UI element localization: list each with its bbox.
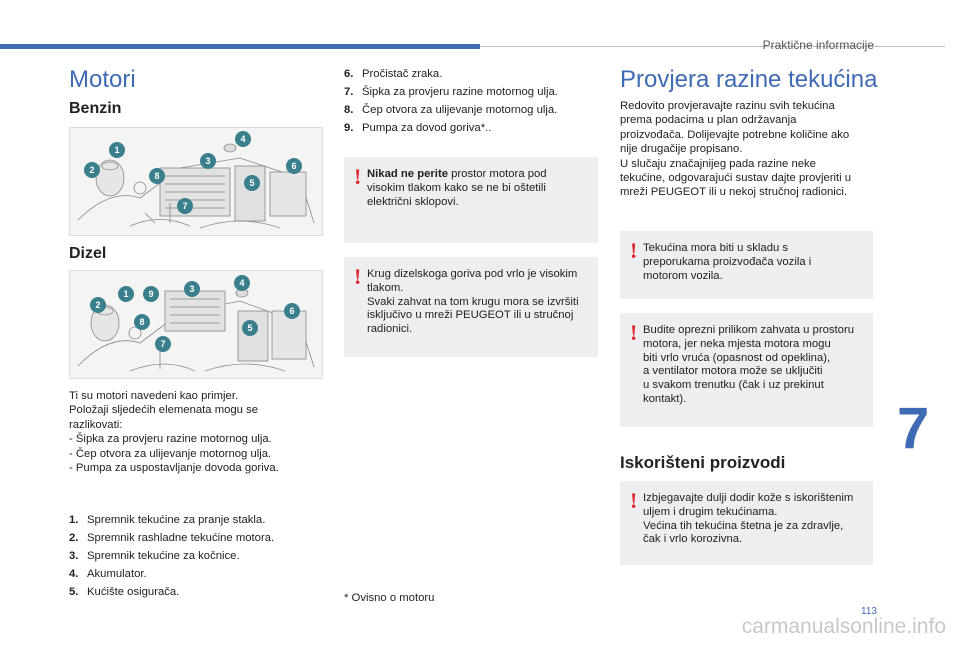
svg-text:1: 1 [123,289,129,299]
list-item: 1. Spremnik tekućine za pranje stakla. [69,514,266,526]
watermark: carmanualsonline.info [741,615,946,638]
callout-badge [235,131,251,147]
svg-text:2: 2 [95,300,101,310]
warning-note-spec: ! Tekućina mora biti u skladu s preporukama proizvođača vozila i motorom vozila. [620,231,873,299]
section-title: Praktične informacije [762,38,874,52]
list-item: 3. Spremnik tekućine za kočnice. [69,550,240,562]
svg-text:9: 9 [148,289,154,299]
chapter-number: 7 [897,396,930,461]
diesel-heading: Dizel [69,245,107,262]
warning-note-hot: ! Budite oprezni prilikom zahvata u prostoru motora, jer neka mjesta motora mogu biti vrlo vruća (opasnost od opeklina), a ventilator motora može se uključiti u svakom trenutku (čak i uz prekinut kontakt). [620,313,873,427]
list-item: 9. Pumpa za dovod goriva*.. [344,122,492,134]
warning-icon: ! [630,488,638,513]
warning-icon: ! [630,238,638,263]
callout-badge [90,297,106,313]
fluid-check-title: Provjera razine tekućina [620,66,878,93]
callout-badge [143,286,159,302]
used-products-heading: Iskorišteni proizvodi [620,453,786,472]
warning-icon: ! [354,264,362,289]
svg-text:7: 7 [182,201,188,211]
svg-text:7: 7 [160,339,166,349]
callout-badge [284,303,300,319]
warning-note-diesel: ! Krug dizelskoga goriva pod vrlo je visokim tlakom. Svaki zahvat na tom krugu mora se izvršiti isključivo u mreži PEUGEOT ili u stručnoj radionici. [344,257,598,357]
list-item: 2. Spremnik rashladne tekućine motora. [69,532,275,544]
callout-badge [155,336,171,352]
callout-badge [109,142,125,158]
svg-text:8: 8 [154,171,160,181]
petrol-heading: Benzin [69,100,122,117]
callout-badge [118,286,134,302]
svg-text:2: 2 [89,165,95,175]
warning-icon: ! [354,164,362,189]
svg-text:1: 1 [114,145,120,155]
warning-icon: ! [630,320,638,345]
callout-badge [84,162,100,178]
callout-badge [200,153,216,169]
engines-intro: Ti su motori navedeni kao primjer. Položaji sljedećih elemenata mogu se razlikovati: - Šipka za provjeru razine motornog ulja. - Čep otvora za ulijevanje motornog ulja. - Pumpa za uspostavljanje dovoda goriva. [69,390,279,475]
callout-badge [234,275,250,291]
callout-badge [242,320,258,336]
svg-text:5: 5 [249,178,255,188]
list-item: 4. Akumulator. [69,568,147,580]
svg-text:5: 5 [247,323,253,333]
diesel-engine-diagram [69,270,323,379]
footnote: * Ovisno o motoru [344,592,435,604]
list-item: 6. Pročistač zraka. [344,68,443,80]
fluid-check-body: Redovito provjeravajte razinu svih tekućina prema podacima u plan održavanja proizvođača. Dolijevajte potrebne količine ako nije drugačije propisano. U slučaju značajnijeg pada razine neke tekućine, odgovarajući sustav dajte provjeriti u mreži PEUGEOT ili u nekoj stručnoj radionici. [620,100,852,199]
callout-badge [286,158,302,174]
page-title: Motori [69,66,136,93]
warning-note-used-oil: ! Izbjegavajte dulji dodir kože s iskorištenim uljem i drugim tekućinama. Većina tih tekućina štetna je za zdravlje, čak i vrlo korozivna. [620,481,873,565]
callout-badge [177,198,193,214]
page-number: 113 [861,606,877,617]
callout-badge [134,314,150,330]
component-list-2 [344,68,594,140]
list-item: 5. Kućište osigurača. [69,586,180,598]
petrol-engine-diagram [69,127,323,236]
component-list-1 [69,514,319,604]
callout-badge [149,168,165,184]
callout-badge [184,281,200,297]
svg-text:3: 3 [189,284,195,294]
svg-text:6: 6 [291,161,297,171]
svg-text:3: 3 [205,156,211,166]
callout-badge [244,175,260,191]
list-item: 8. Čep otvora za ulijevanje motornog ulja. [344,104,558,116]
header-accent-bar [0,44,480,49]
svg-text:4: 4 [240,134,246,144]
header-rule [480,46,945,47]
svg-text:6: 6 [289,306,295,316]
list-item: 7. Šipka za provjeru razine motornog ulja. [344,86,558,98]
svg-text:8: 8 [139,317,145,327]
svg-text:4: 4 [239,278,245,288]
warning-note-wash: ! Nikad ne perite prostor motora pod visokim tlakom kako se ne bi oštetili električni sklopovi. [344,157,598,243]
